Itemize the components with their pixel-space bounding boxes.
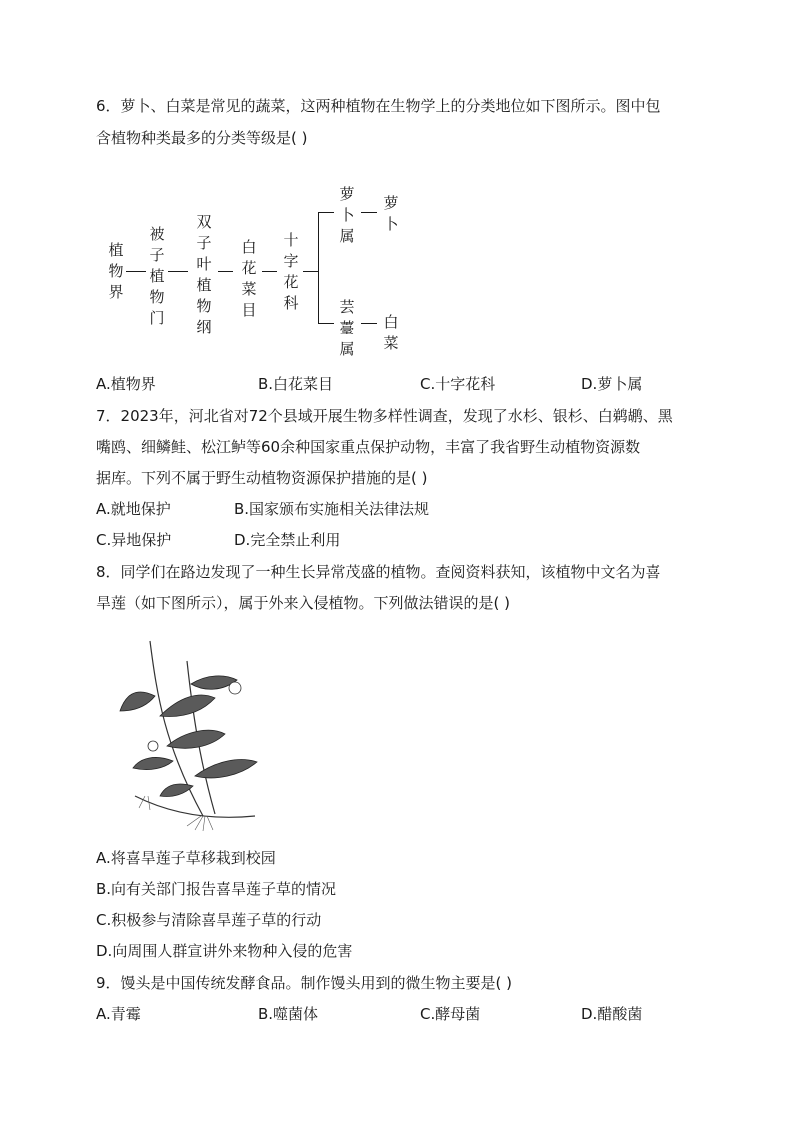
q9-stem-line-1: 9．馒头是中国传统发酵食品。制作馒头用到的微生物主要是( ) — [96, 974, 513, 992]
q8-stem-line-2: 旱莲（如下图所示），属于外来入侵植物。下列做法错误的是( ) — [96, 594, 510, 612]
plant-leaf — [160, 784, 193, 796]
connector-line — [218, 271, 233, 272]
branch-bracket — [318, 212, 319, 324]
plant-leaf — [133, 757, 173, 769]
q8-option-d[interactable]: D.向周围人群宣讲外来物种入侵的危害 — [96, 942, 353, 960]
q9-option-d[interactable]: D.醋酸菌 — [581, 1005, 643, 1023]
q7-stem-line-2: 嘴鸥、细鳞鲑、松江鲈等60余种国家重点保护动物，丰富了我省野生动植物资源数 — [96, 438, 641, 456]
node-genus-brassica: 芸薹属 — [339, 298, 355, 358]
q8-option-c[interactable]: C.积极参与清除喜旱莲子草的行动 — [96, 911, 322, 929]
node-family: 十字花科 — [283, 231, 299, 312]
q9-option-c[interactable]: C.酵母菌 — [420, 1005, 481, 1023]
q8-stem-line-1: 8．同学们在路边发现了一种生长异常茂盛的植物。查阅资料获知，该植物中文名为喜 — [96, 563, 661, 581]
q8-option-b[interactable]: B.向有关部门报告喜旱莲子草的情况 — [96, 880, 337, 898]
q9-option-a[interactable]: A.青霉 — [96, 1005, 141, 1023]
q7-option-c[interactable]: C.异地保护 — [96, 531, 172, 549]
q6-option-c[interactable]: C.十字花科 — [420, 375, 496, 393]
q6-option-d[interactable]: D.萝卜属 — [581, 375, 643, 393]
node-phylum: 被子植物门 — [149, 225, 165, 327]
q6-option-a[interactable]: A.植物界 — [96, 375, 156, 393]
alligator-weed-illustration — [115, 636, 265, 831]
connector-line — [262, 271, 277, 272]
connector-line — [168, 271, 188, 272]
q9-option-b[interactable]: B.噬菌体 — [258, 1005, 319, 1023]
plant-leaf — [167, 730, 225, 748]
q7-stem-line-1: 7．2023年，河北省对72个县域开展生物多样性调查，发现了水杉、银杉、白鹈鹕、黑 — [96, 407, 673, 425]
node-species-cabbage: 白菜 — [383, 313, 399, 352]
plant-flower — [229, 682, 241, 694]
q6-option-b[interactable]: B.白花菜目 — [258, 375, 334, 393]
connector-line — [126, 271, 146, 272]
q7-option-a[interactable]: A.就地保护 — [96, 500, 171, 518]
node-genus-radish: 萝卜属 — [339, 185, 355, 245]
q7-option-b[interactable]: B.国家颁布实施相关法律法规 — [234, 500, 430, 518]
node-class: 双子叶植物纲 — [196, 213, 212, 336]
connector-line — [361, 323, 377, 324]
plant-stem — [135, 796, 255, 817]
plant-flower — [148, 741, 158, 751]
node-order: 白花菜目 — [241, 238, 257, 319]
q6-stem-line-1: 6．萝卜、白菜是常见的蔬菜，这两种植物在生物学上的分类地位如下图所示。图中包 — [96, 97, 661, 115]
node-kingdom: 植物界 — [108, 241, 124, 301]
q7-stem-line-3: 据库。下列不属于野生动植物资源保护措施的是( ) — [96, 469, 428, 487]
connector-line — [303, 271, 318, 272]
plant-leaf — [195, 760, 257, 778]
q7-option-d[interactable]: D.完全禁止利用 — [234, 531, 341, 549]
connector-line — [361, 212, 377, 213]
q8-option-a[interactable]: A.将喜旱莲子草移栽到校园 — [96, 849, 276, 867]
plant-leaf — [120, 692, 155, 711]
connector-line — [318, 323, 334, 324]
plant-roots — [187, 816, 213, 831]
connector-line — [318, 212, 334, 213]
node-species-radish: 萝卜 — [383, 194, 399, 233]
plant-leaf — [160, 695, 215, 716]
q6-stem-line-2: 含植物种类最多的分类等级是( ) — [96, 129, 308, 147]
